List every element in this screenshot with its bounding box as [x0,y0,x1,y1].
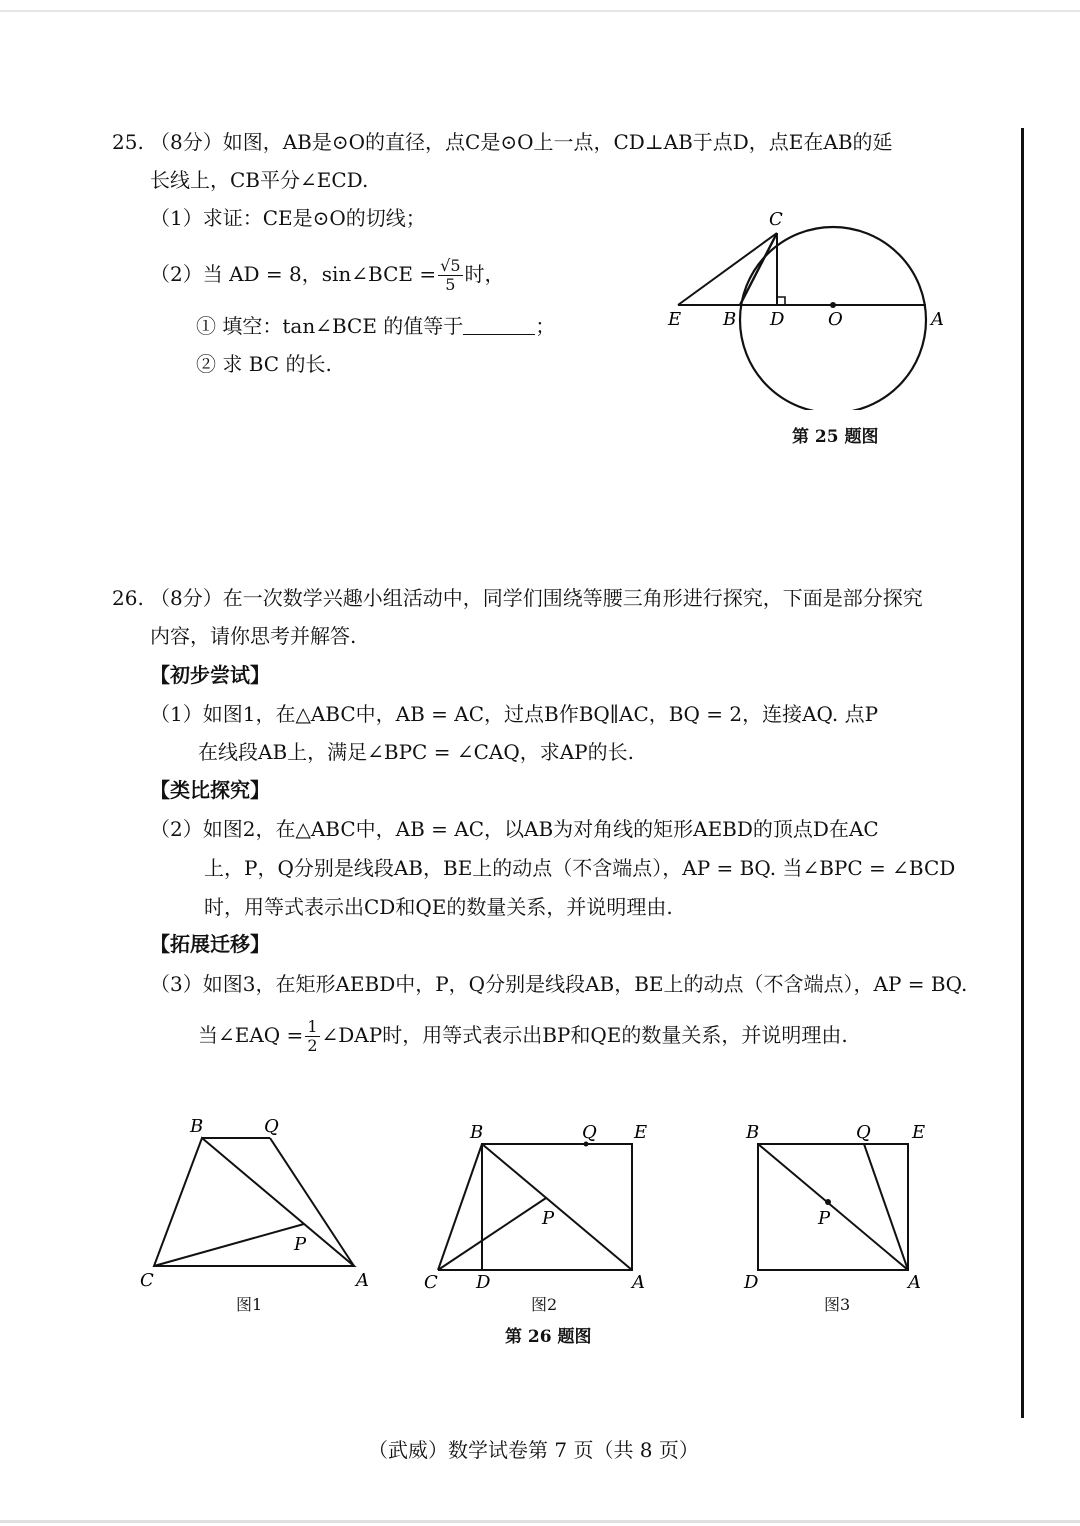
chord-cb [740,233,777,305]
triangle-abc [154,1138,354,1266]
fig2-label-d: D [476,1272,491,1293]
center-point [830,302,836,308]
label-a: A [931,309,944,330]
fig3-label-a: A [908,1272,921,1293]
segment-bc [438,1144,482,1270]
fig2-label-a: A [632,1272,645,1293]
q26-stem-line1: （8分）在一次数学兴趣小组活动中，同学们围绕等腰三角形进行探究，下面是部分探究 [150,586,923,610]
q26-stem-line2: 内容，请你思考并解答. [150,624,357,648]
q25-figure-caption: 第 25 题图 [792,427,879,447]
q25-sub2: ② 求 BC 的长. [196,352,332,376]
answer-blank [463,316,535,335]
q26-figure-3 [730,1110,960,1300]
fig2-label-p: P [542,1208,555,1229]
fig2-label-b: B [470,1122,484,1143]
q25-part2-prefix: （2）当 AD = 8，sin∠BCE = [150,262,437,286]
q26-part3-line2 [198,1018,848,1055]
q25-sub1-prefix: ① 填空：tan∠BCE 的值等于 [196,314,464,338]
segment-aq [270,1138,354,1266]
fig3-label-q: Q [856,1122,871,1143]
section-extension: 【拓展迁移】 [150,932,270,956]
fig1-label-q: Q [264,1116,279,1137]
margin-rule [1021,128,1024,1418]
fig1-label-p: P [294,1234,307,1255]
fraction-numerator: √5 [440,256,461,275]
q26-figure-2 [420,1110,670,1300]
fig3-label-e: E [912,1122,926,1143]
fig2-caption: 图2 [531,1295,558,1314]
q25-part2-suffix: 时， [464,262,505,286]
point-p [825,1199,831,1205]
tangent-ce [678,233,777,305]
fig3-label-d: D [744,1272,759,1293]
q26-part3-suffix: ∠DAP时，用等式表示出BP和QE的数量关系，并说明理由. [321,1023,848,1047]
fig3-label-b: B [746,1122,760,1143]
fig1-label-a: A [356,1270,369,1291]
section-initial-attempt: 【初步尝试】 [150,663,270,687]
fig2-label-q: Q [582,1122,597,1143]
label-o: O [828,309,843,330]
q26-figure-1 [130,1110,380,1300]
q25-number: 25. [112,130,144,154]
q26-part1-line1: （1）如图1，在△ABC中，AB = AC，过点B作BQ∥AC，BQ = 2，连接AQ. 点P [150,702,879,726]
q26-part3-fraction [305,1018,319,1055]
q25-part2-fraction [438,257,462,294]
q25-part2 [150,257,505,294]
q25-part1: （1）求证：CE是⊙O的切线； [150,206,426,230]
right-angle-mark [777,297,785,305]
q26-part2-line2: 上，P，Q分别是线段AB，BE上的动点（不含端点），AP = BQ. 当∠BPC = ∠BCD [204,856,956,880]
fraction-denominator: 5 [445,275,456,294]
q25-stem-line1: （8分）如图，AB是⊙O的直径，点C是⊙O上一点，CD⊥AB于点D，点E在AB的延 [150,130,893,154]
label-e: E [668,309,682,330]
fig1-label-b: B [190,1116,204,1137]
fig2-label-c: C [424,1272,438,1293]
label-c: C [769,209,783,230]
page-top-edge [0,10,1080,12]
diagonal-ab [482,1144,632,1270]
page-bottom-edge [0,1520,1080,1523]
fig3-caption: 图3 [824,1295,851,1314]
page-footer: （武威）数学试卷第 7 页（共 8 页） [368,1438,699,1462]
label-b: B [723,309,737,330]
fraction-denominator: 2 [307,1036,318,1055]
q25-sub1 [196,312,555,340]
q26-part1-line2: 在线段AB上，满足∠BPC = ∠CAQ，求AP的长. [198,740,634,764]
segment-cp [154,1224,304,1266]
q25-figure [660,200,960,410]
section-analogy-exploration: 【类比探究】 [150,778,270,802]
fig2-label-e: E [634,1122,648,1143]
q26-part3-line1: （3）如图3，在矩形AEBD中，P，Q分别是线段AB，BE上的动点（不含端点），AP = BQ. [150,972,968,996]
q26-part2-line3: 时，用等式表示出CD和QE的数量关系，并说明理由. [204,895,673,919]
fig3-label-p: P [818,1208,831,1229]
fraction-numerator: 1 [307,1017,318,1036]
q26-part2-line1: （2）如图2，在△ABC中，AB = AC，以AB为对角线的矩形AEBD的顶点D在AC [150,817,879,841]
q26-number: 26. [112,586,144,610]
fig1-caption: 图1 [236,1295,263,1314]
segment-cp [438,1198,546,1270]
q26-figure-caption: 第 26 题图 [505,1327,592,1347]
fig1-label-c: C [140,1270,154,1291]
q25-stem-line2: 长线上，CB平分∠ECD. [150,168,369,192]
q25-sub1-suffix: ； [535,314,556,338]
label-d: D [770,309,785,330]
q26-part3-prefix: 当∠EAQ = [198,1023,304,1047]
